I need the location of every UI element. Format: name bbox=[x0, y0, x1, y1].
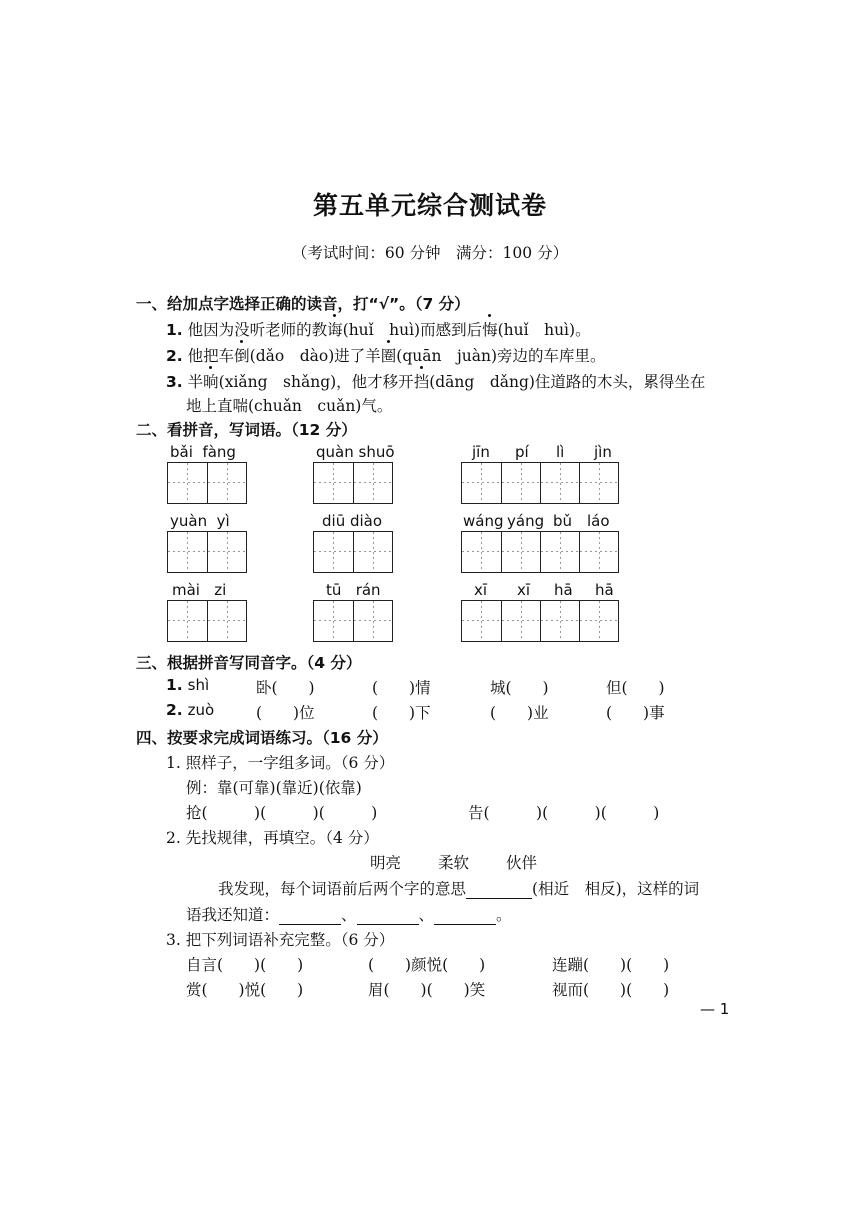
pinyin-syllable: yuàn bbox=[170, 512, 208, 530]
q1-item-1-dotted-char-2: 悔 bbox=[482, 318, 498, 340]
q2-pinyin-6 bbox=[463, 512, 610, 530]
q1-item-3-text-b: (xiǎng shǎng)，他才移开 bbox=[218, 373, 414, 391]
q1-item-2-text-a: 他把车 bbox=[187, 347, 235, 365]
pinyin-syllable: diào bbox=[349, 512, 383, 530]
grid-cell[interactable] bbox=[579, 463, 618, 503]
q2-writing-grid-9[interactable] bbox=[461, 600, 619, 642]
q1-item-1-text-b: (huǐ huì)而感到后 bbox=[342, 321, 483, 339]
q1-item-3-text-c: (dāng dǎng)住道路的木头，累得坐在 bbox=[429, 373, 706, 391]
grid-cell[interactable] bbox=[207, 532, 246, 572]
pinyin-syllable: yáng bbox=[507, 512, 545, 530]
q1-item-3-num: 3. bbox=[166, 373, 183, 391]
page-title: 第五单元综合测试卷 bbox=[312, 191, 547, 220]
q4-s3-r2-a[interactable]: 赏( )悦( ) bbox=[186, 981, 304, 999]
q1-item-2-dotted-char-2: 圈 bbox=[381, 344, 397, 366]
q4-example: 例：靠(可靠)(靠近)(依靠) bbox=[186, 779, 362, 797]
q4-s2-blank-4[interactable] bbox=[434, 906, 496, 925]
q4-s2-line-2 bbox=[186, 903, 512, 925]
q4-subsection-2: 2. 先找规律，再填空。（4 分） bbox=[166, 829, 379, 847]
q3-row-1-pinyin: shì bbox=[187, 676, 210, 694]
grid-cell[interactable] bbox=[501, 463, 540, 503]
q4-word-1: 明亮 bbox=[370, 854, 402, 872]
q1-item-2-text-b: (dǎo dào)进了羊 bbox=[249, 347, 381, 365]
q2-pinyin-5 bbox=[322, 512, 382, 530]
q2-writing-grid-3[interactable] bbox=[461, 462, 619, 504]
q4-subsection-3: 3. 把下列词语补充完整。（6 分） bbox=[166, 931, 395, 949]
q1-item-2-dotted-char-1: 倒 bbox=[234, 344, 250, 366]
q3-row-2-d[interactable]: ( )事 bbox=[606, 704, 665, 722]
grid-cell[interactable] bbox=[207, 463, 246, 503]
q1-item-3-dotted-char-2: 挡 bbox=[414, 370, 430, 392]
q4-word-2: 柔软 bbox=[438, 854, 470, 872]
q3-row-2-c[interactable]: ( )业 bbox=[490, 704, 549, 722]
grid-cell[interactable] bbox=[168, 532, 207, 572]
q3-row-1-num: 1. bbox=[166, 676, 183, 694]
q3-row-2-b[interactable]: ( )下 bbox=[372, 704, 431, 722]
q4-s3-r1-a[interactable]: 自言( )( ) bbox=[186, 956, 304, 974]
q2-pinyin-4 bbox=[170, 512, 230, 530]
pinyin-syllable: jìn bbox=[594, 443, 612, 461]
grid-cell[interactable] bbox=[207, 601, 246, 641]
pinyin-syllable: fàng bbox=[202, 443, 236, 461]
q4-s2-text-b: (相近 相反)，这样的词 bbox=[532, 880, 700, 898]
q2-writing-grid-7[interactable] bbox=[167, 600, 247, 642]
q2-pinyin-8 bbox=[326, 581, 381, 599]
pinyin-syllable: quàn bbox=[316, 443, 354, 461]
q4-s2-blank-2[interactable] bbox=[279, 906, 341, 925]
pinyin-syllable: bǎi bbox=[170, 443, 193, 461]
q1-item-3-dotted-char-1: 晌 bbox=[203, 370, 219, 392]
q4-s1-row-a[interactable]: 抢( )( )( ) bbox=[186, 804, 378, 822]
pinyin-syllable: xī bbox=[517, 581, 531, 599]
q4-s3-r1-b[interactable]: ( )颜悦( ) bbox=[368, 956, 486, 974]
grid-cell[interactable] bbox=[462, 532, 501, 572]
q1-item-3 bbox=[166, 370, 705, 392]
q4-s3-r2-b[interactable]: 眉( )( )笑 bbox=[368, 981, 486, 999]
grid-cell[interactable] bbox=[353, 601, 392, 641]
grid-cell[interactable] bbox=[579, 601, 618, 641]
pinyin-syllable: bǔ bbox=[553, 512, 573, 530]
q4-s2-blank-3[interactable] bbox=[357, 906, 419, 925]
q4-heading: 四、按要求完成词语练习。（16 分） bbox=[136, 729, 388, 747]
grid-cell[interactable] bbox=[540, 463, 579, 503]
q3-row-1 bbox=[166, 676, 209, 694]
q4-s2-text-a: 我发现，每个词语前后两个字的意思 bbox=[218, 880, 467, 898]
q2-writing-grid-6[interactable] bbox=[461, 531, 619, 573]
q4-s2-text-c: 语我还知道： bbox=[186, 906, 280, 924]
grid-cell[interactable] bbox=[314, 463, 353, 503]
pinyin-syllable: rán bbox=[355, 581, 381, 599]
q1-item-3-text-a: 半 bbox=[187, 373, 204, 391]
grid-cell[interactable] bbox=[501, 532, 540, 572]
q3-row-2-pinyin: zuò bbox=[187, 701, 215, 719]
pinyin-syllable: jīn bbox=[472, 443, 490, 461]
grid-cell[interactable] bbox=[540, 601, 579, 641]
grid-cell[interactable] bbox=[540, 532, 579, 572]
q4-s3-r1-c[interactable]: 连蹦( )( ) bbox=[552, 956, 670, 974]
pinyin-syllable: diū bbox=[322, 512, 346, 530]
q3-row-2 bbox=[166, 701, 214, 719]
pinyin-syllable: hā bbox=[554, 581, 573, 599]
q1-item-1-dotted-char-1: 诲 bbox=[327, 318, 343, 340]
q1-heading: 一、给加点字选择正确的读音，打“√”。（7 分） bbox=[136, 295, 470, 313]
grid-cell[interactable] bbox=[353, 532, 392, 572]
grid-cell[interactable] bbox=[579, 532, 618, 572]
q2-heading: 二、看拼音，写词语。（12 分） bbox=[136, 421, 357, 439]
page-number: — 1 bbox=[700, 1000, 730, 1018]
grid-cell[interactable] bbox=[168, 463, 207, 503]
grid-cell[interactable] bbox=[314, 532, 353, 572]
pinyin-syllable: xī bbox=[474, 581, 488, 599]
grid-cell[interactable] bbox=[168, 601, 207, 641]
q2-writing-grid-4[interactable] bbox=[167, 531, 247, 573]
grid-cell[interactable] bbox=[501, 601, 540, 641]
q1-item-2-text-c: (quān juàn)旁边的车库里。 bbox=[396, 347, 606, 365]
pinyin-syllable: wáng bbox=[463, 512, 504, 530]
q2-writing-grid-8[interactable] bbox=[313, 600, 393, 642]
q1-item-2 bbox=[166, 344, 606, 366]
q3-row-2-num: 2. bbox=[166, 701, 183, 719]
q4-s2-end-mark: 。 bbox=[496, 906, 512, 924]
pinyin-syllable: pí bbox=[515, 443, 529, 461]
q2-pinyin-2 bbox=[316, 443, 395, 461]
q4-s2-separator: 、 bbox=[341, 906, 357, 924]
q1-item-2-num: 2. bbox=[166, 347, 183, 365]
q3-row-1-d[interactable]: 但( ) bbox=[606, 679, 665, 697]
q2-pinyin-9 bbox=[474, 581, 614, 599]
q1-item-1-num: 1. bbox=[166, 321, 183, 339]
q4-s2-line-1 bbox=[218, 877, 699, 899]
q4-s3-r2-c[interactable]: 视而( )( ) bbox=[552, 981, 670, 999]
q4-subsection-1: 1. 照样子，一字组多词。（6 分） bbox=[166, 754, 395, 772]
pinyin-syllable: láo bbox=[587, 512, 610, 530]
pinyin-syllable: hā bbox=[595, 581, 614, 599]
q2-pinyin-3 bbox=[472, 443, 612, 461]
pinyin-syllable: yì bbox=[216, 512, 230, 530]
q3-row-2-a[interactable]: ( )位 bbox=[256, 704, 315, 722]
q2-writing-grid-5[interactable] bbox=[313, 531, 393, 573]
q3-heading: 三、根据拼音写同音字。（4 分） bbox=[136, 654, 362, 672]
q4-s2-blank-1[interactable] bbox=[466, 880, 532, 899]
q1-item-1 bbox=[166, 318, 591, 340]
page-subtitle: （考试时间：60 分钟 满分：100 分） bbox=[291, 244, 569, 262]
grid-cell[interactable] bbox=[353, 463, 392, 503]
q4-s2-separator: 、 bbox=[418, 906, 435, 924]
q3-row-1-c[interactable]: 城( ) bbox=[490, 679, 549, 697]
q4-s1-row-b[interactable]: 告( )( )( ) bbox=[468, 804, 660, 822]
pinyin-syllable: zi bbox=[214, 581, 227, 599]
q1-item-1-text-c: (huǐ huì)。 bbox=[497, 321, 591, 339]
q2-pinyin-7 bbox=[172, 581, 226, 599]
pinyin-syllable: shuō bbox=[358, 443, 395, 461]
q3-row-1-a[interactable]: 卧( ) bbox=[256, 679, 315, 697]
q4-word-3: 伙伴 bbox=[506, 854, 538, 872]
pinyin-syllable: tū bbox=[326, 581, 342, 599]
q2-writing-grid-2[interactable] bbox=[313, 462, 393, 504]
q2-writing-grid-1[interactable] bbox=[167, 462, 247, 504]
grid-cell[interactable] bbox=[314, 601, 353, 641]
pinyin-syllable: mài bbox=[172, 581, 200, 599]
q2-pinyin-1 bbox=[170, 443, 236, 461]
q3-row-1-b[interactable]: ( )情 bbox=[372, 679, 431, 697]
grid-cell[interactable] bbox=[462, 601, 501, 641]
grid-cell[interactable] bbox=[462, 463, 501, 503]
q1-item-1-text-a: 他因为没听老师的教 bbox=[187, 321, 328, 339]
q1-item-3-line-2: 地上直喘(chuǎn cuǎn)气。 bbox=[186, 397, 393, 415]
pinyin-syllable: lì bbox=[556, 443, 565, 461]
